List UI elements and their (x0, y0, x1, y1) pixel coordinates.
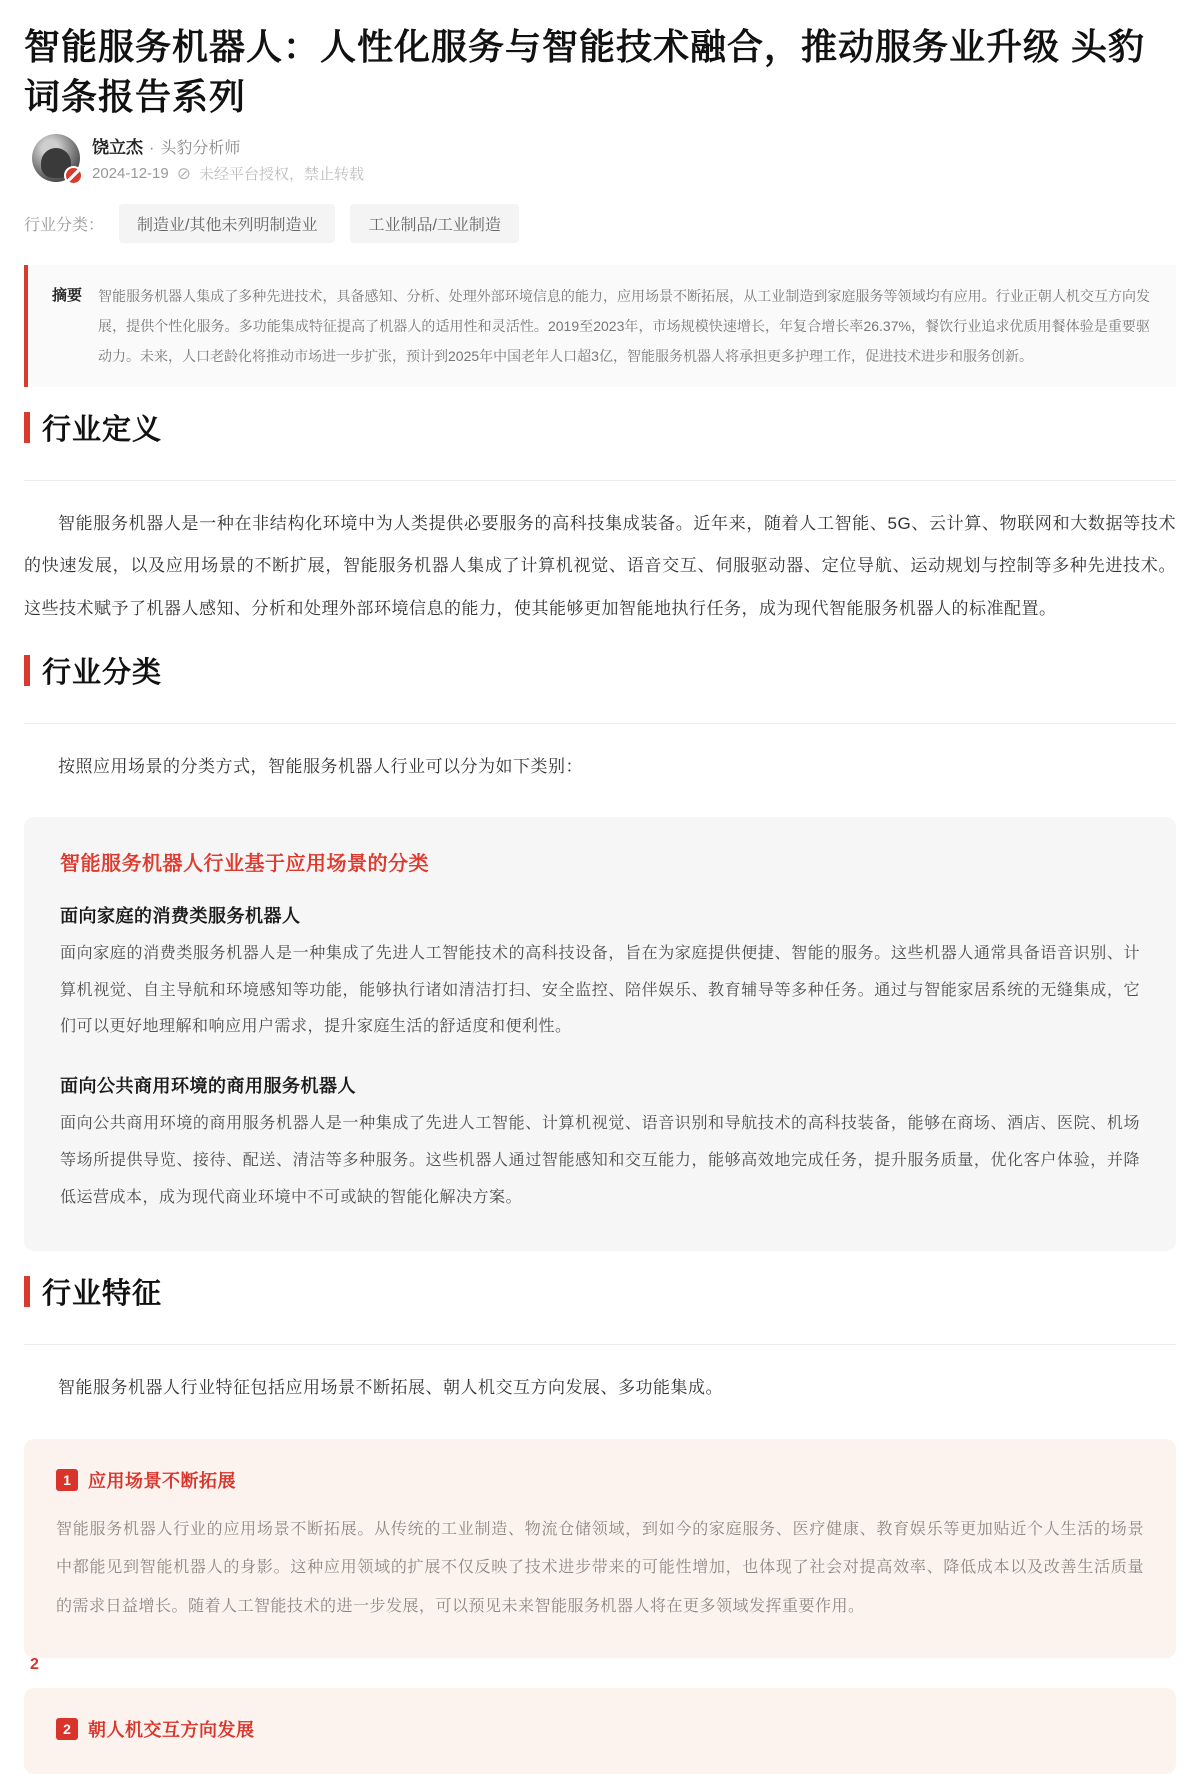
feature-number-badge: 1 (56, 1469, 78, 1491)
author-block (32, 133, 1176, 184)
industry-classification-row (24, 204, 1176, 243)
author-avatar[interactable] (32, 134, 80, 182)
divider (24, 480, 1176, 481)
classification-label: 行业分类： (24, 216, 105, 234)
abstract-text: 智能服务机器人集成了多种先进技术，具备感知、分析、处理外部环境信息的能力，应用场景不断拓展，从工业制造到家庭服务等领域均有应用。行业正朝人机交互方向发展，提供个性化服务。多功能集成特征提高了机器人的适用性和灵活性。2019至2023年，市场规模快速增长，年复合增长率26.37%，餐饮行业追求优质用餐体验是重要驱动力。未来，人口老龄化将推动市场进一步扩张，预计到2025年中国老年人口超3亿，智能服务机器人将承担更多护理工作，促进技术进步和服务创新。 (98, 287, 1150, 364)
classification-card (24, 817, 1176, 1251)
red-bar-icon (24, 1276, 30, 1307)
classification-card-title: 智能服务机器人行业基于应用场景的分类 (60, 852, 429, 875)
characteristics-intro: 智能服务机器人行业特征包括应用场景不断拓展、朝人机交互方向发展、多功能集成。 (58, 1377, 723, 1397)
page-title: 智能服务机器人：人性化服务与智能技术融合，推动服务业升级 头豹词条报告系列 (24, 26, 1146, 118)
divider (24, 1344, 1176, 1345)
feature-title-expanding-scenarios: 应用场景不断拓展 (88, 1471, 236, 1492)
abstract-box (24, 265, 1176, 387)
author-role: 头豹分析师 (160, 139, 241, 157)
classification-tag-manufacturing[interactable]: 制造业/其他未列明制造业 (119, 204, 335, 243)
author-name[interactable]: 饶立杰 (92, 137, 143, 157)
definition-paragraph: 智能服务机器人是一种在非结构化环境中为人类提供必要服务的高科技集成装备。近年来，随着人工智能、5G、云计算、物联网和大数据等技术的快速发展，以及应用场景的不断扩展，智能服务机器人集成了计算机视觉、语音交互、伺服驱动器、定位导航、运动规划与控制等多种先进技术。这些技术赋予了机器人感知、分析和处理外部环境信息的能力，使其能够更加智能地执行任务，成为现代智能服务机器人的标准配置。 (24, 513, 1176, 618)
feature-box-1 (24, 1439, 1176, 1658)
section-heading-characteristics: 行业特征 (24, 1271, 1176, 1312)
feature-number-badge: 2 (56, 1718, 78, 1740)
card-text-commercial-robots: 面向公共商用环境的商用服务机器人是一种集成了先进人工智能、计算机视觉、语音识别和导航技术的高科技装备，能够在商场、酒店、医院、机场等场所提供导览、接待、配送、清洁等多种服务。这些机器人通过智能感知和交互能力，能够高效地完成任务，提升服务质量，优化客户体验，并降低运营成本，成为现代商业环境中不可或缺的智能化解决方案。 (60, 1115, 1140, 1206)
red-bar-icon (24, 655, 30, 686)
red-bar-icon (24, 412, 30, 443)
copyright-notice: 未经平台授权，禁止转载 (198, 165, 364, 183)
feature-box-2 (24, 1688, 1176, 1774)
card-subtitle-home-robots: 面向家庭的消费类服务机器人 (60, 905, 301, 926)
leadleo-logo-badge-icon (64, 166, 83, 185)
author-separator: · (149, 139, 155, 157)
abstract-label: 摘要 (52, 286, 83, 304)
card-text-home-robots: 面向家庭的消费类服务机器人是一种集成了先进人工智能技术的高科技设备，旨在为家庭提供便捷、智能的服务。这些机器人通常具备语音识别、计算机视觉、自主导航和环境感知等功能，能够执行诸如清洁打扫、安全监控、陪伴娱乐、教育辅导等多种任务。通过与智能家居系统的无缝集成，它们可以更好地理解和响应用户需求，提升家庭生活的舒适度和便利性。 (60, 944, 1140, 1036)
feature-title-human-machine-interaction: 朝人机交互方向发展 (88, 1720, 255, 1741)
section-heading-classification: 行业分类 (24, 650, 1176, 691)
classification-intro: 按照应用场景的分类方式，智能服务机器人行业可以分为如下类别： (58, 757, 583, 777)
no-entry-icon: ⊘ (176, 163, 191, 183)
page-number: 2 (30, 1656, 39, 1673)
feature-text-expanding-scenarios: 智能服务机器人行业的应用场景不断拓展。从传统的工业制造、物流仓储领域，到如今的家庭服务、医疗健康、教育娱乐等更加贴近个人生活的场景中都能见到智能机器人的身影。这种应用领域的扩展不仅反映了技术进步带来的可能性增加，也体现了社会对提高效率、降低成本以及改善生活质量的需求日益增长。随着人工智能技术的进一步发展，可以预见未来智能服务机器人将在更多领域发挥重要作用。 (56, 1521, 1144, 1615)
card-subtitle-commercial-robots: 面向公共商用环境的商用服务机器人 (60, 1076, 356, 1097)
publish-date: 2024-12-19 (92, 164, 169, 182)
section-heading-definition: 行业定义 (24, 407, 1176, 448)
classification-tag-industrial[interactable]: 工业制品/工业制造 (350, 204, 518, 243)
divider (24, 723, 1176, 724)
